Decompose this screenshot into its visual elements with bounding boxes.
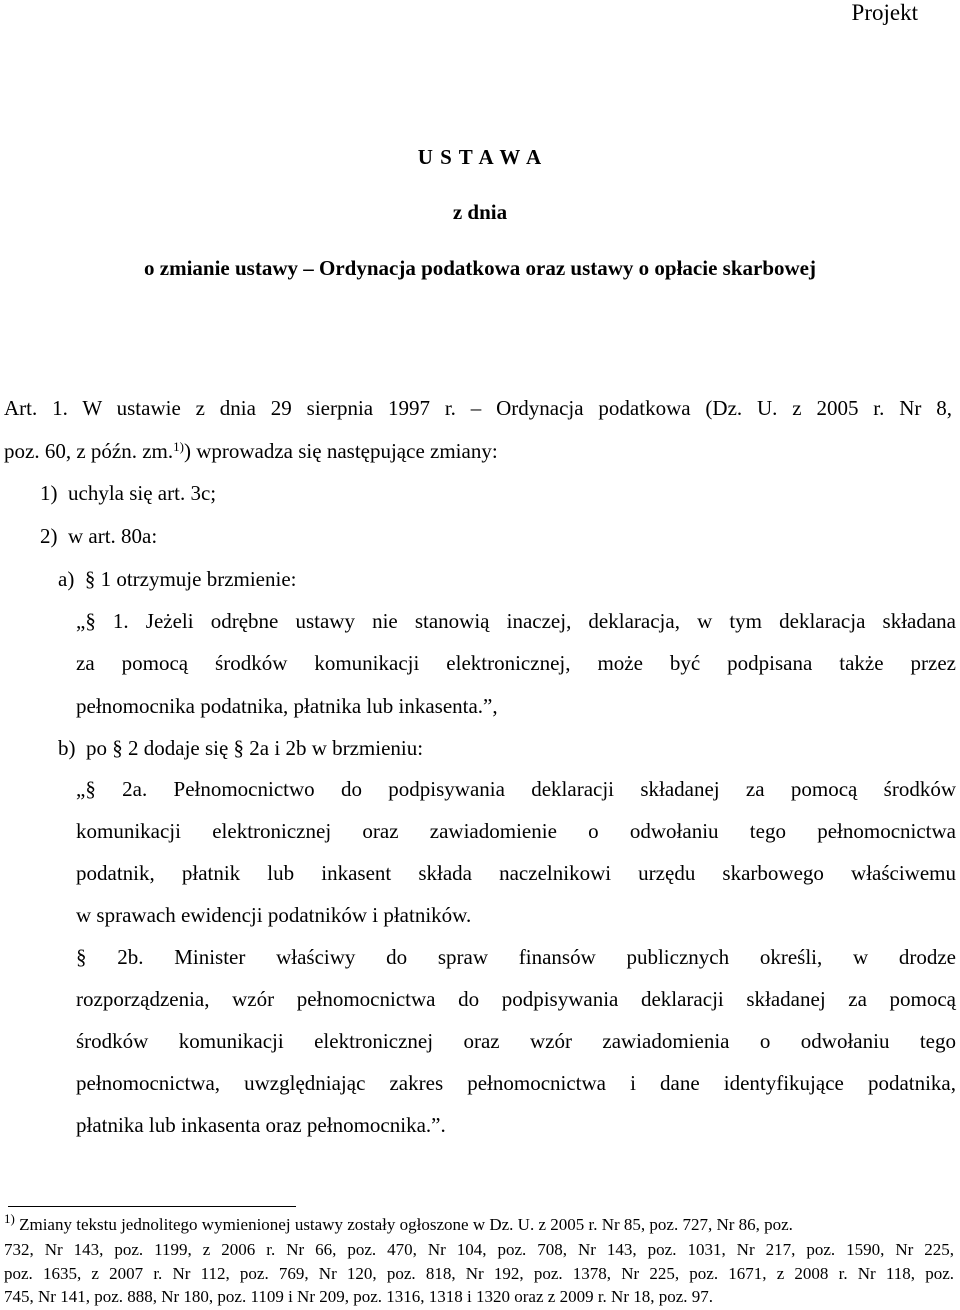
footnote-line4: 745, Nr 141, poz. 888, Nr 180, poz. 1109 i Nr 209, poz. 1316, 1318 i 1320 oraz z 2009 r. Nr 18, poz. 97. <box>4 1287 714 1306</box>
projekt-label: Projekt <box>851 0 918 25</box>
art1-line2 <box>4 439 498 464</box>
par2a-line2: komunikacji elektronicznej oraz zawiadomienie o odwołaniu tego pełnomocnictwa <box>76 819 956 843</box>
footnote-marker: 1) <box>4 1211 15 1226</box>
par2b-line1: § 2b. Minister właściwy do spraw finansów publicznych określi, w drodze <box>76 945 956 969</box>
footnote-separator <box>8 1206 296 1207</box>
art1-line2-start: poz. 60, z późn. zm. <box>4 439 174 463</box>
art1-line1: Art. 1. W ustawie z dnia 29 sierpnia 1997 r. – Ordynacja podatkowa (Dz. U. z 2005 r. Nr 8, <box>4 396 952 420</box>
document-title: U S T A W A <box>417 145 543 169</box>
par2b-line3: środków komunikacji elektronicznej oraz wzór zawiadomienia o odwołaniu tego <box>76 1029 956 1053</box>
footnote-line1 <box>4 1211 793 1235</box>
par2b-line5: płatnika lub inkasenta oraz pełnomocnika.”. <box>76 1113 446 1137</box>
par1-line2: za pomocą środków komunikacji elektronicznej, może być podpisana także przez <box>76 651 956 675</box>
par2b-line2: rozporządzenia, wzór pełnomocnictwa do podpisywania deklaracji składanej za pomocą <box>76 987 956 1011</box>
par1-line3: pełnomocnika podatnika, płatnika lub inkasenta.”, <box>76 694 498 718</box>
par2a-line4: w sprawach ewidencji podatników i płatników. <box>76 903 472 927</box>
par2b-line4: pełnomocnictwa, uwzględniając zakres pełnomocnictwa i dane identyfikujące podatnika, <box>76 1071 956 1095</box>
par2a-line3: podatnik, płatnik lub inkasent składa naczelnikowi urzędu skarbowego właściwemu <box>76 861 956 885</box>
footnote-reference[interactable]: 1) <box>173 439 184 454</box>
list-item-2b: b) po § 2 dodaje się § 2a i 2b w brzmieniu: <box>58 736 424 760</box>
document-date: z dnia <box>452 200 508 224</box>
par1-line1: „§ 1. Jeżeli odrębne ustawy nie stanowią inaczej, deklaracja, w tym deklaracja składana <box>76 609 956 633</box>
footnote-text-line1: Zmiany tekstu jednolitego wymienionej ustawy zostały ogłoszone w Dz. U. z 2005 r. Nr 85, poz. 727, Nr 86, poz. <box>19 1215 793 1234</box>
list-item-2a: a) § 1 otrzymuje brzmienie: <box>58 567 297 591</box>
art1-line2-end: ) wprowadza się następujące zmiany: <box>183 439 498 463</box>
list-item-1: 1) uchyla się art. 3c; <box>40 481 217 505</box>
document-subject: o zmianie ustawy – Ordynacja podatkowa oraz ustawy o opłacie skarbowej <box>144 256 816 280</box>
footnote-line3: poz. 1635, z 2007 r. Nr 112, poz. 769, Nr 120, poz. 818, Nr 192, poz. 1378, Nr 225, poz. 1671, z 2008 r. Nr 118, poz. <box>4 1264 954 1283</box>
par2a-line1: „§ 2a. Pełnomocnictwo do podpisywania deklaracji składanej za pomocą środków <box>76 777 956 801</box>
list-item-2: 2) w art. 80a: <box>40 524 158 548</box>
footnote-line2: 732, Nr 143, poz. 1199, z 2006 r. Nr 66, poz. 470, Nr 104, poz. 708, Nr 143, poz. 1031, Nr 217, poz. 1590, Nr 225, <box>4 1240 954 1259</box>
